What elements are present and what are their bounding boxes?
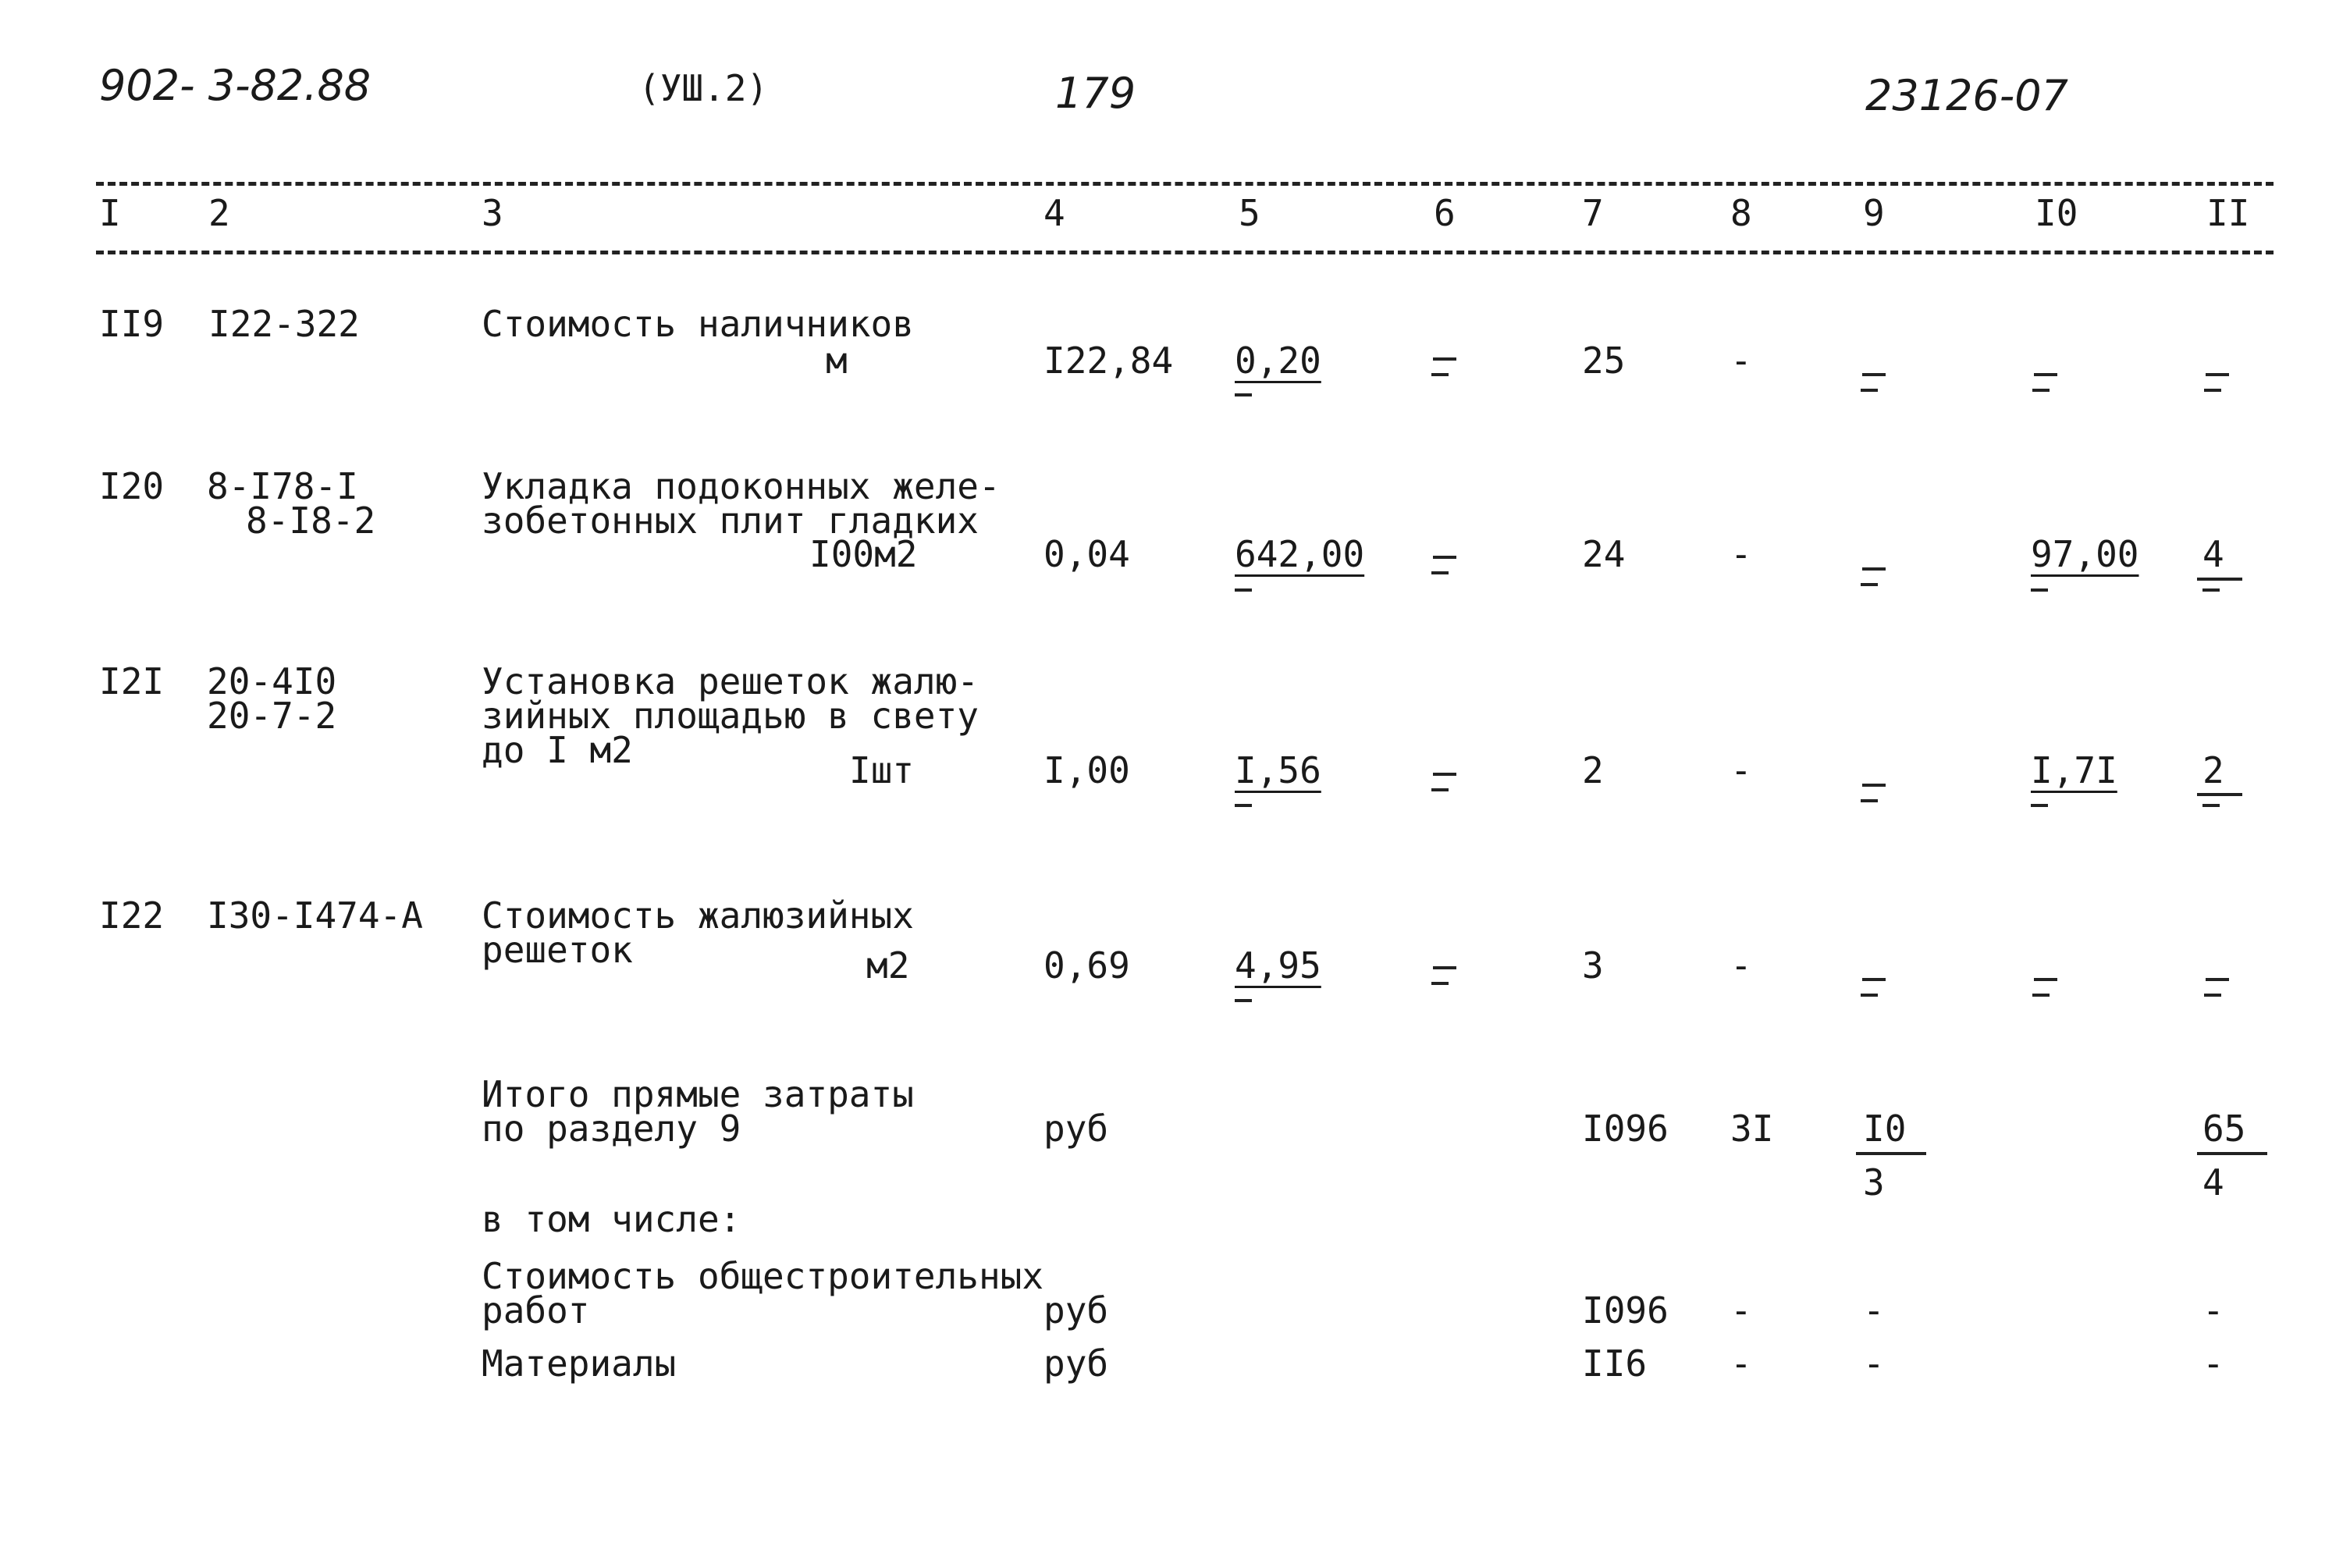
col-header-8: 8 [1730, 192, 1752, 234]
work-description-line2: зийных площадью в свету [482, 695, 979, 737]
ditto-mark [1859, 784, 1893, 804]
materials-label: Материалы [482, 1342, 677, 1385]
including-label: в том числе: [482, 1198, 741, 1240]
small-mark [1235, 999, 1252, 1002]
page-number: 179 [1055, 69, 1136, 118]
row-number: I20 [99, 465, 165, 507]
unit: м2 [866, 944, 910, 987]
rate-code: I30-I474-А [207, 894, 423, 937]
ditto-mark [1859, 373, 1893, 393]
document-number: 23126-07 [1865, 71, 2068, 120]
unit: Iшт [849, 749, 915, 791]
underline [2197, 793, 2242, 796]
col-header-5: 5 [1239, 192, 1260, 234]
col-header-4: 4 [1043, 192, 1065, 234]
table-top-rule [96, 182, 2274, 186]
col-header-10: I0 [2035, 192, 2078, 234]
col-header-1: I [99, 192, 121, 234]
unit-price: 4,95 [1235, 944, 1321, 987]
materials-col8: - [1730, 1342, 1752, 1385]
ditto-mark [1430, 966, 1464, 987]
col-header-3: 3 [482, 192, 503, 234]
general-works-label: Стоимость общестроительных [482, 1255, 1044, 1297]
col8-value: - [1730, 749, 1752, 791]
ditto-mark [1430, 357, 1464, 378]
ditto-mark [2202, 978, 2237, 998]
general-works-col9: - [1863, 1289, 1885, 1332]
col7-value: 25 [1582, 340, 1626, 382]
unit-price: 642,00 [1235, 533, 1365, 575]
general-works-col8: - [1730, 1289, 1752, 1332]
col11-value: 2 [2202, 749, 2224, 791]
totals-col9-top: I0 [1863, 1108, 1907, 1150]
small-mark [2202, 804, 2220, 807]
album-label: (УШ.2) [638, 67, 769, 109]
small-mark [1235, 588, 1252, 592]
unit-price: I,56 [1235, 749, 1321, 791]
materials-col9: - [1863, 1342, 1885, 1385]
col-header-6: 6 [1434, 192, 1456, 234]
totals-col11-top: 65 [2202, 1108, 2246, 1150]
totals-unit: руб [1043, 1108, 1109, 1150]
general-works-col11: - [2202, 1289, 2224, 1332]
underline [2197, 578, 2242, 581]
row-number: II9 [99, 303, 165, 345]
totals-col8: 3I [1730, 1108, 1774, 1150]
rate-code: I22-322 [208, 303, 360, 345]
totals-label-line2: по разделу 9 [482, 1108, 741, 1150]
ditto-mark [2202, 373, 2237, 393]
totals-col9-bottom: 3 [1863, 1161, 1885, 1204]
col8-value: - [1730, 533, 1752, 575]
col10-value: I,7I [2031, 749, 2117, 791]
small-mark [1235, 804, 1252, 807]
work-description: Стоимость наличников [482, 303, 914, 345]
totals-col7: I096 [1582, 1108, 1669, 1150]
table-header-rule [96, 251, 2274, 254]
work-description: Укладка подоконных желе- [482, 465, 1001, 507]
row-number: I2I [99, 660, 165, 702]
small-mark [2031, 804, 2048, 807]
ditto-mark [1430, 773, 1464, 793]
ditto-mark [2031, 978, 2065, 998]
totals-col11-bottom: 4 [2202, 1161, 2224, 1204]
small-mark [1235, 393, 1252, 396]
col8-value: - [1730, 340, 1752, 382]
col7-value: 24 [1582, 533, 1626, 575]
general-works-unit: руб [1043, 1289, 1109, 1332]
col11-value: 4 [2202, 533, 2224, 575]
materials-col7: II6 [1582, 1342, 1648, 1385]
col-header-7: 7 [1582, 192, 1604, 234]
fraction-line [1856, 1152, 1926, 1155]
work-description-line2: зобетонных плит гладких [482, 500, 979, 542]
quantity: 0,69 [1043, 944, 1130, 987]
general-works-label-line2: работ [482, 1289, 590, 1332]
rate-code-secondary: 8-I8-2 [246, 500, 376, 542]
project-code: 902- 3-82.88 [99, 61, 372, 110]
unit-price: 0,20 [1235, 340, 1321, 382]
col-header-11: II [2206, 192, 2250, 234]
unit: м [826, 340, 848, 382]
totals-label: Итого прямые затраты [482, 1073, 914, 1115]
small-mark [2031, 588, 2048, 592]
col7-value: 2 [1582, 749, 1604, 791]
work-description-line3: до I м2 [482, 729, 633, 771]
general-works-col7: I096 [1582, 1289, 1669, 1332]
work-description: Установка решеток жалю- [482, 660, 979, 702]
row-number: I22 [99, 894, 165, 937]
rate-code: 20-4I0 [207, 660, 337, 702]
quantity: 0,04 [1043, 533, 1130, 575]
rate-code: 8-I78-I [207, 465, 358, 507]
small-mark [2202, 588, 2220, 592]
col8-value: - [1730, 944, 1752, 987]
ditto-mark [1859, 567, 1893, 588]
materials-col11: - [2202, 1342, 2224, 1385]
col7-value: 3 [1582, 944, 1604, 987]
ditto-mark [1430, 556, 1464, 576]
rate-code-secondary: 20-7-2 [207, 695, 337, 737]
col-header-9: 9 [1863, 192, 1885, 234]
ditto-mark [2031, 373, 2065, 393]
col-header-2: 2 [208, 192, 230, 234]
quantity: I,00 [1043, 749, 1130, 791]
ditto-mark [1859, 978, 1893, 998]
unit: I00м2 [809, 533, 918, 575]
materials-unit: руб [1043, 1342, 1109, 1385]
fraction-line [2197, 1152, 2267, 1155]
col10-value: 97,00 [2031, 533, 2139, 575]
quantity: I22,84 [1043, 340, 1174, 382]
work-description-line2: решеток [482, 929, 633, 971]
work-description: Стоимость жалюзийных [482, 894, 914, 937]
